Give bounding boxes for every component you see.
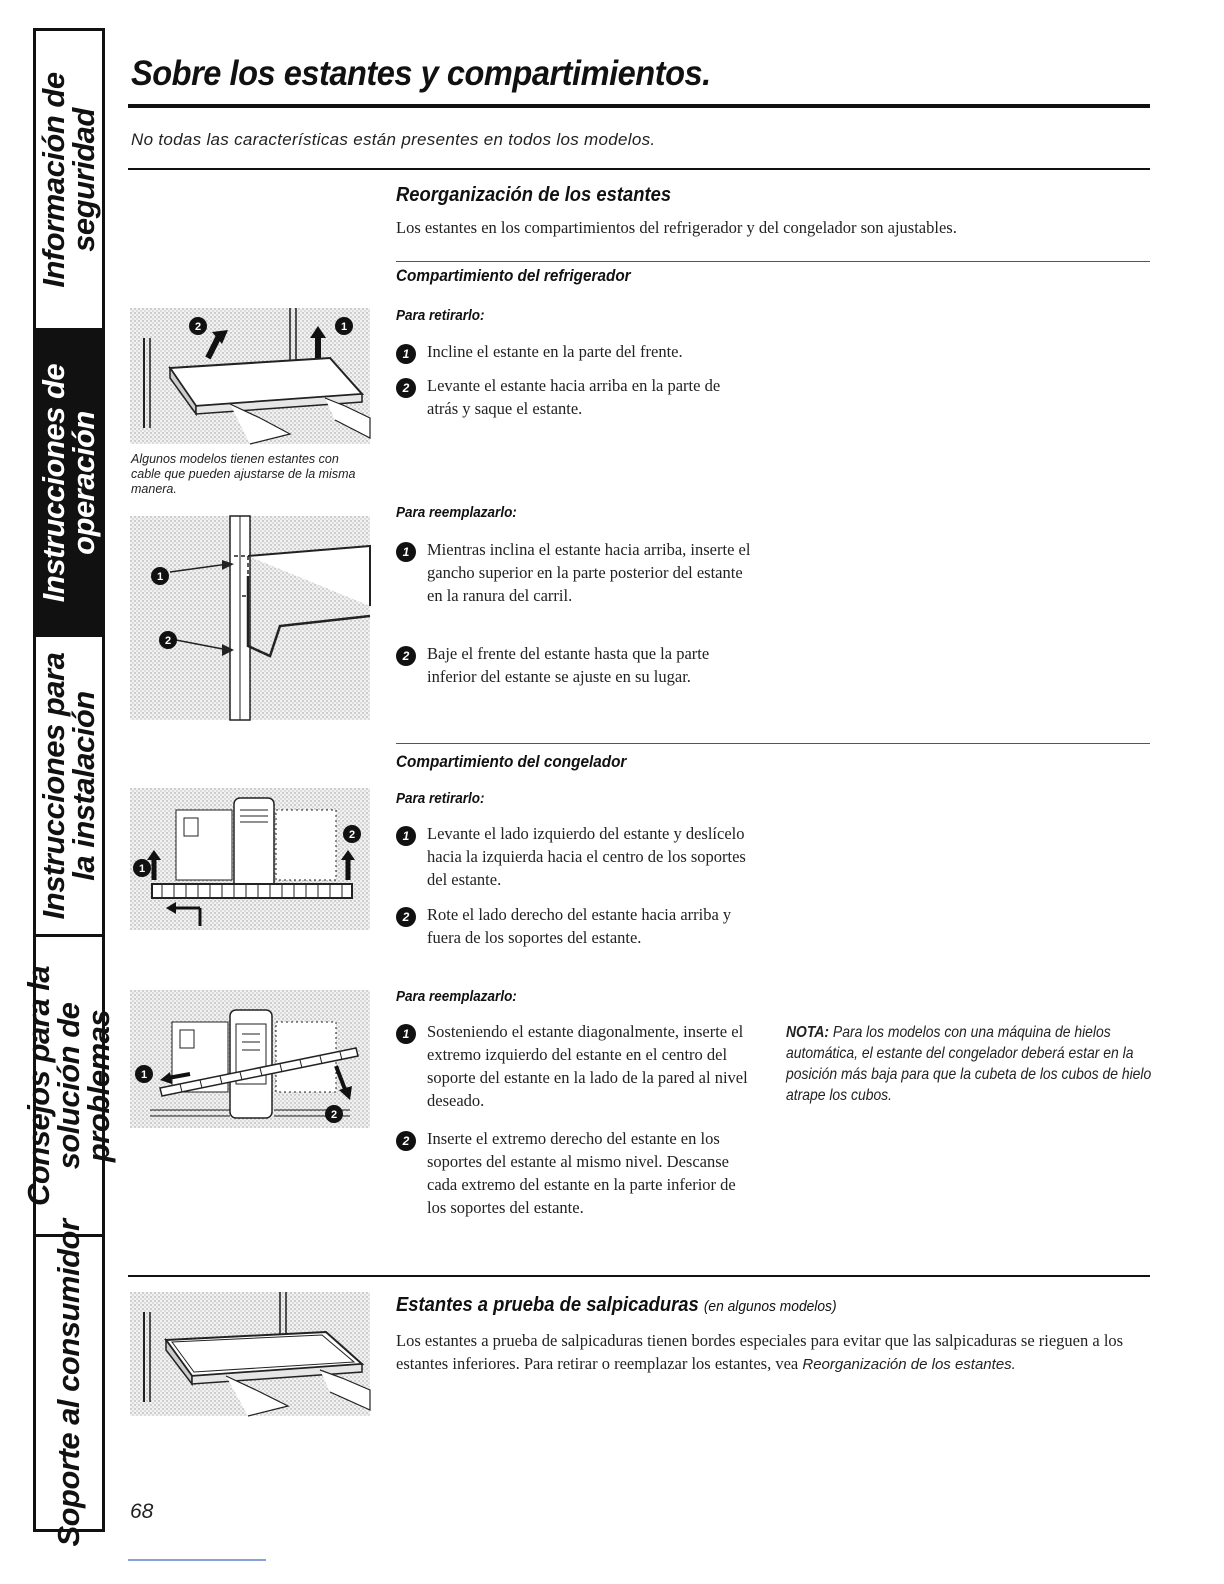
tab-label: Consejos para la solución de problemas [21,965,116,1206]
fridge-remove-heading: Para retirarlo: [396,307,485,324]
callout-number: 2 [348,829,356,841]
tab-instrucciones-para-la-instalacion[interactable] [36,637,102,937]
callout-number: 2 [164,635,172,647]
fridge-shelf-hook-figure [130,516,370,720]
tab-label: Información de seguridad [36,71,101,288]
step-number: 1 [396,1024,416,1044]
fridge-replace-heading: Para reemplazarlo: [396,504,517,521]
figure-caption: Algunos modelos tienen estantes con cable que pueden ajustarse de la misma manera. [131,452,356,496]
fridge-remove-step-2 [396,374,766,422]
fridge-replace-step-1 [396,538,766,630]
spill-heading-text: Estantes a prueba de salpicaduras [396,1294,699,1316]
divider [396,261,1150,262]
section-tab-bar [21,28,116,1547]
spill-reference-link[interactable]: Reorganización de los estantes. [802,1356,1016,1373]
fridge-remove-step-1 [396,340,766,364]
step-number: 2 [396,646,416,666]
freezer-heading: Compartimiento del congelador [396,752,627,771]
spill-text [396,1329,1126,1376]
step-number: 1 [396,542,416,562]
step-text: Sosteniendo el estante diagonalmente, inserte el extremo izquierdo del estante en el centro del soporte del estante en la lado de la pared al nivel deseado. [427,1022,748,1110]
tab-label: Soporte al consumidor [51,1219,86,1547]
tab-label: Instrucciones para la instalación [36,652,101,919]
tab-soporte-al-consumidor[interactable] [36,1219,102,1547]
callout-number: 2 [330,1109,338,1121]
freezer-note [786,1022,1151,1106]
spill-heading-note: (en algunos modelos) [703,1298,837,1315]
spill-heading [396,1294,837,1317]
freezer-remove-step-2 [396,903,766,973]
note-text: Para los modelos con una máquina de hielos automática, el estante del congelador deberá estar en la posición más baja para que la cubeta de los cubos de hielo atrape los cubos. [786,1024,1152,1104]
callout-number: 1 [140,1069,148,1081]
divider [396,743,1150,744]
step-text: Inserte el extremo derecho del estante en los soportes del estante al mismo nivel. Descanse cada extremo del estante en la parte inferior de los soportes del estante. [427,1129,736,1217]
callout-number: 1 [156,571,164,583]
reorg-intro: Los estantes en los compartimientos del refrigerador y del congelador son ajustables. [396,218,957,237]
tab-informacion-de-seguridad[interactable] [36,31,102,331]
step-text: Mientras inclina el estante hacia arriba, inserte el gancho superior en la parte posterior del estante en la ranura del carril. [427,540,751,605]
step-number: 2 [396,907,416,927]
freezer-shelf-remove-figure [130,788,370,930]
step-number: 1 [396,344,416,364]
step-number: 2 [396,378,416,398]
freezer-replace-step-2 [396,1127,766,1242]
section-rule [128,1275,1150,1277]
spillproof-shelf-figure [130,1292,370,1416]
callout-number: 1 [340,321,348,333]
step-text: Incline el estante en la parte del frente. [427,342,683,361]
section-rule [128,168,1150,170]
callout-number: 1 [138,863,146,875]
step-number: 1 [396,826,416,846]
step-text: Baje el frente del estante hasta que la parte inferior del estante se ajuste en su lugar. [427,644,710,686]
reorg-heading: Reorganización de los estantes [396,184,672,206]
tab-consejos-solucion-de-problemas[interactable] [21,937,116,1237]
step-text: Levante el lado izquierdo del estante y deslícelo hacia la izquierda hacia el centro de los soportes del estante. [427,824,746,889]
callout-number: 2 [194,321,202,333]
title-rule [128,104,1150,108]
tab-label: Instrucciones de operación [36,363,101,602]
footer-link-underline [128,1559,266,1561]
freezer-remove-step-1 [396,822,766,892]
freezer-replace-step-1 [396,1020,766,1112]
page-subtitle: No todas las características están presentes en todos los modelos. [131,130,656,149]
freezer-replace-heading: Para reemplazarlo: [396,988,517,1005]
step-text: Levante el estante hacia arriba en la parte de atrás y saque el estante. [427,376,721,418]
page-number: 68 [130,1500,154,1523]
fridge-shelf-remove-figure [130,308,370,444]
freezer-shelf-replace-figure [130,990,370,1128]
fridge-heading: Compartimiento del refrigerador [396,266,631,285]
fridge-replace-step-2 [396,642,766,712]
spill-description: Los estantes a prueba de salpicaduras tienen bordes especiales para evitar que las salpicaduras se rieguen a los estantes inferiores. Para retirar o reemplazar los estantes, vea [396,1331,1124,1373]
note-label: NOTA: [786,1024,830,1041]
freezer-remove-heading: Para retirarlo: [396,790,485,807]
tab-instrucciones-de-operacion[interactable] [36,331,102,637]
page-title: Sobre los estantes y compartimientos. [131,54,711,93]
step-text: Rote el lado derecho del estante hacia arriba y fuera de los soportes del estante. [427,905,732,947]
step-number: 2 [396,1131,416,1151]
